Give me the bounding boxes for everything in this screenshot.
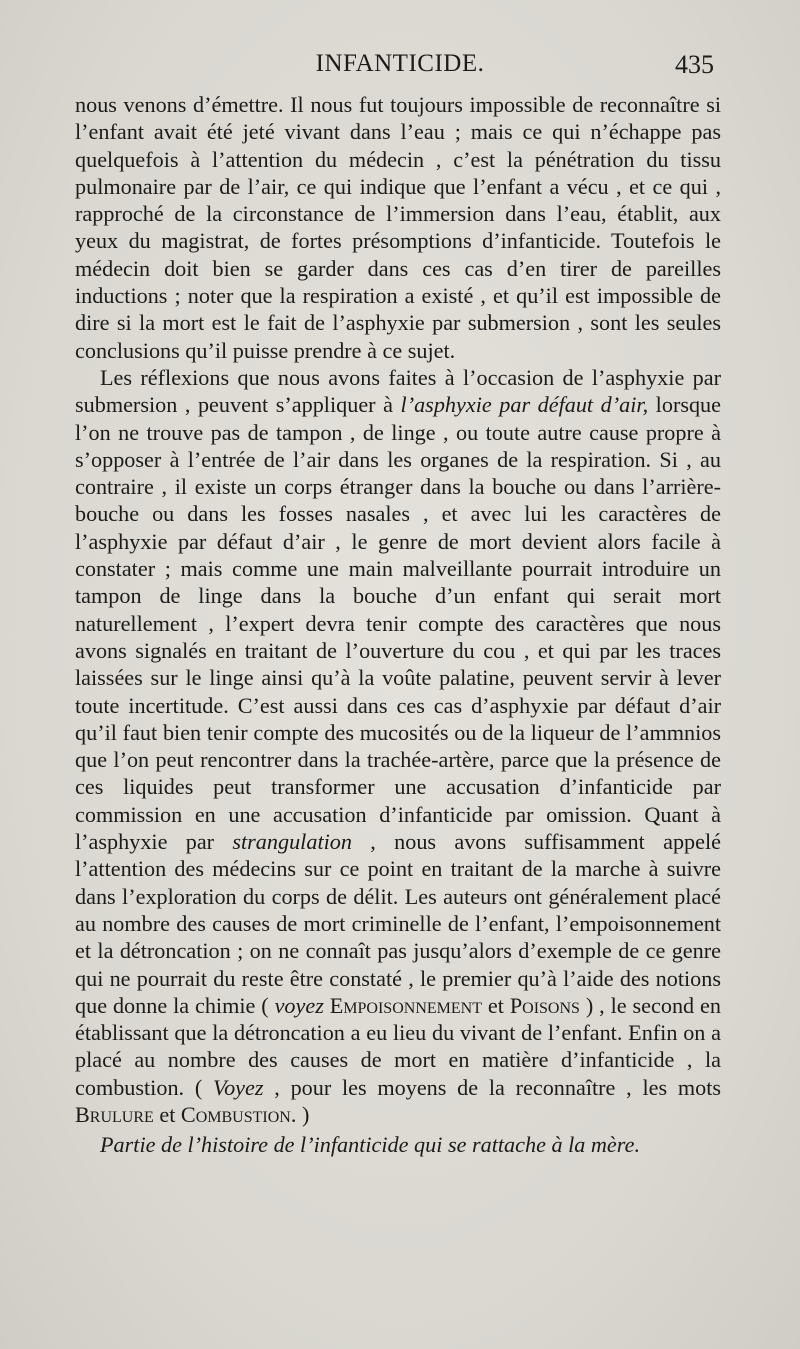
cross-reference-empoisonnement: Empoisonnement — [329, 992, 482, 1018]
running-title: INFANTICIDE. — [315, 50, 485, 77]
text-run: lorsque l’on ne trouve pas de tampon , de linge , ou toute autre cause propre à s’opposer à l’entrée de l’air dans les organes de la respiration. Si , au contraire , il existe un corps étranger dans la bouche ou dans l’arrière-bouche ou dans les fosses nasales , et avec lui les caractères de l’asphyxie par défaut d’air , le genre de mort devient alors facile à constater ; mais comme une main malveillante pourrait introduire un tampon de linge dans la bouche d’un enfant qui serait mort naturellement , l’expert devra tenir compte des caractères que nous avons signalés en traitant de l’ouverture du cou , et qui par les traces laissées sur le linge ainsi qu’à la voûte palatine, peuvent servir à lever toute incertitude. C’est aussi dans ces cas d’asphyxie par défaut d’air qu’il faut bien tenir compte des mucosités ou de la liqueur de l’ammnios que l’on peut rencontrer dans la trachée-artère, parce que la présence de ces liquides peut transformer une accusation d’infanticide par commission en une accusation d’infanticide par omission. Quant à l’asphyxie par — [75, 392, 721, 855]
text-run: et — [481, 992, 510, 1018]
page-number: 435 — [675, 50, 714, 79]
cross-reference-brulure: Brulure — [75, 1101, 154, 1127]
paragraph-2 — [75, 364, 721, 1128]
text-run: et — [153, 1101, 181, 1127]
italic-term-strangulation: strangulation — [232, 829, 352, 855]
text-run: . ) — [290, 1101, 310, 1127]
italic-voyez: Voyez — [212, 1074, 264, 1100]
cross-reference-combustion: Combustion — [180, 1101, 291, 1127]
text-run: ) , le second en établissant que la détroncation a eu lieu du vivant de l’enfant. Enfin on a placé au nombre des causes de mort en matière d’infanticide , la combustion. ( — [75, 992, 721, 1100]
cross-reference-poisons: Poisons — [509, 992, 580, 1018]
italic-voyez: voyez — [274, 992, 324, 1018]
text-run: , pour les moyens de la reconnaître , les mots — [263, 1074, 721, 1100]
italic-term-asphyxie: l’asphyxie par défaut d’air, — [400, 392, 649, 418]
section-heading: Partie de l’histoire de l’infanticide qui se rattache à la mère. — [100, 1132, 640, 1158]
body-text — [75, 91, 721, 1159]
text-run: , nous avons suffisamment appelé l’attention des médecins sur ce point en traitant de la marche à suivre dans l’exploration du corps de délit. Les auteurs ont généralement placé au nombre des causes de mort criminelle de l’enfant, l’empoisonnement et la détroncation ; on ne connaît pas jusqu’alors d’exemple de ce genre qui ne pourrait du reste être constaté , le premier qu’à l’aide des notions que donne la chimie ( — [75, 829, 721, 1018]
page-header — [0, 50, 800, 86]
text-run: Les réflexions que nous avons faites à l’occasion de l’asphyxie par submersion , peuvent s’appliquer à — [75, 364, 721, 418]
paragraph-1: nous venons d’émettre. Il nous fut toujours impossible de reconnaître si l’enfant avait été jeté vivant dans l’eau ; mais ce qui n’échappe pas quelquefois à l’attention du médecin , c’est la pénétration du tissu pulmonaire par de l’air, ce qui indique que l’enfant a vécu , et ce qui , rapproché de la circonstance de l’immersion dans l’eau, établit, aux yeux du magistrat, de fortes présomptions d’infanticide. Toutefois le médecin doit bien se garder dans ces cas d’en tirer de pareilles inductions ; noter que la respiration a existé , et qu’il est impossible de dire si la mort est le fait de l’asphyxie par submersion , sont les seules conclusions qu’il puisse prendre à ce sujet. — [75, 92, 721, 363]
